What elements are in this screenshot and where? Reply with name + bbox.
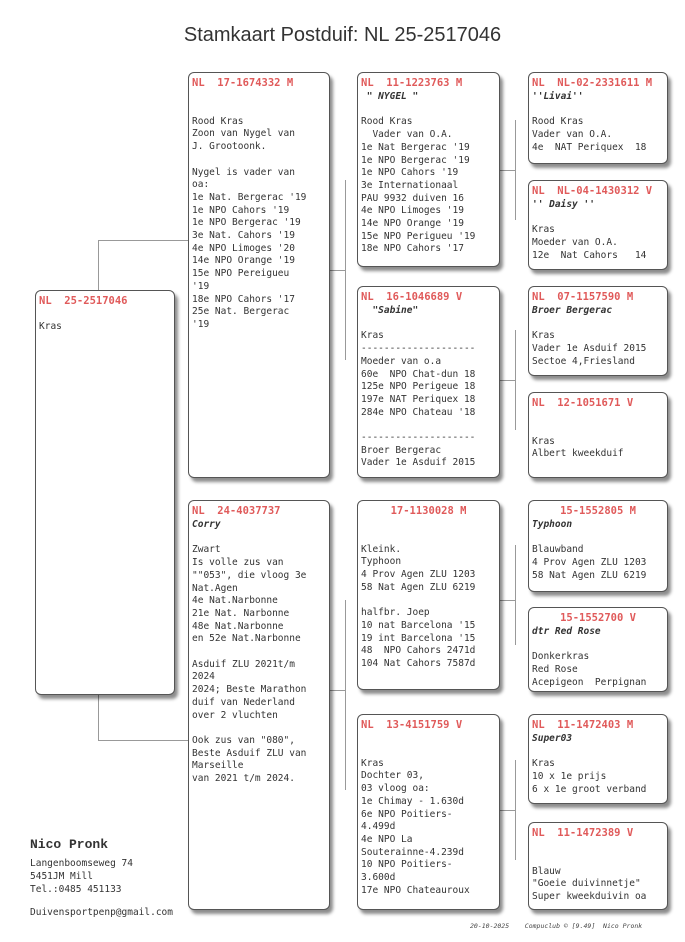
pigeon-name: Corry xyxy=(192,518,221,530)
pigeon-details: Kras Moeder van O.A. 12e Nat Cahors 14 xyxy=(532,224,647,261)
connector-line xyxy=(98,240,99,290)
pigeon-card-father-father[interactable] xyxy=(357,72,500,267)
pigeon-name: ''Livai'' xyxy=(532,90,584,102)
pigeon-details: Kras Dochter 03, 03 vloog oa: 1e Chimay - 1.630d 6e NPO Poitiers- 4.499d 4e NPO La Souterainne-4.239d 10 NPO Poitiers- 3.600d 17e NPO Chateauroux xyxy=(361,757,470,896)
ring-number: NL 07-1157590 M xyxy=(532,291,634,303)
ring-number: NL 11-1472389 V xyxy=(532,827,634,839)
ring-number: NL 13-4151759 V xyxy=(361,719,463,731)
connector-line xyxy=(515,330,516,430)
pigeon-card-mother-mother[interactable] xyxy=(357,714,500,910)
connector-line xyxy=(515,545,516,645)
ring-number: NL 12-1051671 V xyxy=(532,397,634,409)
connector-line xyxy=(345,600,346,790)
owner-info xyxy=(30,838,133,896)
ring-number: NL 11-1472403 M xyxy=(532,719,634,731)
page-title: Stamkaart Postduif: NL 25-2517046 xyxy=(183,24,502,46)
pigeon-name: '' Daisy '' xyxy=(532,198,595,210)
ring-number: NL 25-2517046 xyxy=(39,295,128,307)
pigeon-name: Typhoon xyxy=(532,518,573,530)
pigeon-card-main[interactable] xyxy=(35,290,175,695)
ring-number: NL 11-1223763 M xyxy=(361,77,463,89)
owner-email[interactable]: Duivensportpenp@gmail.com xyxy=(30,907,173,918)
connector-line xyxy=(515,120,516,220)
pigeon-details: Kras xyxy=(39,320,62,332)
pigeon-details: Rood Kras Vader van O.A. 4e NAT Periquex 18 xyxy=(532,116,647,153)
pigeon-name: "Sabine" xyxy=(361,304,419,316)
pigeon-card-mmf[interactable] xyxy=(528,714,668,804)
connector-line xyxy=(500,600,515,601)
pigeon-name: Broer Bergerac xyxy=(532,304,613,316)
ring-number: NL NL-04-1430312 V xyxy=(532,185,653,197)
connector-line xyxy=(515,760,516,860)
pigeon-details: Blauwband 4 Prov Agen ZLU 1203 58 Nat Agen ZLU 6219 xyxy=(532,544,647,581)
connector-line xyxy=(500,380,515,381)
pigeon-details: Rood Kras Zoon van Nygel van J. Grootoonk. Nygel is vader van oa: 1e Nat. Bergerac '19 1e NPO Cahors '19 1e NPO Bergerac '19 3e Nat. Cahors '19 4e NPO Limoges '20 14e NPO Orange '19 15e NPO Pereigueu '19 18e NPO Cahors '17 25e Nat. Bergerac '19 xyxy=(192,115,307,330)
pigeon-details: Donkerkras Red Rose Acepigeon Perpignan xyxy=(532,651,647,688)
pigeon-details: Kras 10 x 1e prijs 6 x 1e groot verband xyxy=(532,758,647,795)
connector-line xyxy=(330,690,345,691)
pigeon-card-fmf[interactable] xyxy=(528,286,668,376)
pigeon-details: Kleink. Typhoon 4 Prov Agen ZLU 1203 58 Nat Agen ZLU 6219 halfbr. Joep 10 nat Barcelona '15 19 int Barcelona '15 48 NPO Cahors 2471d 104 Nat Cahors 7587d xyxy=(361,543,476,670)
pigeon-card-father[interactable] xyxy=(188,72,330,478)
ring-number: 15-1552700 V xyxy=(560,612,636,624)
owner-phone: Tel.:0485 451133 xyxy=(30,884,122,895)
pigeon-details: Zwart Is volle zus van ""053", die vloog 3e Nat.Agen 4e Nat.Narbonne 21e Nat. Narbonne 48e Nat.Narbonne en 52e Nat.Narbonne Asduif ZLU 2021t/m 2024 2024; Beste Marathon duif van Nederland over 2 vluchten Ook zus van "080", Beste Asduif ZLU van Marseille van 2021 t/m 2024. xyxy=(192,544,307,785)
owner-city: 5451JM Mill xyxy=(30,871,93,882)
connector-line xyxy=(500,810,515,811)
ring-number: 17-1130028 M xyxy=(390,505,467,517)
pigeon-card-mmm[interactable] xyxy=(528,822,668,910)
pigeon-card-ffm[interactable] xyxy=(528,180,668,270)
pigeon-card-mother[interactable] xyxy=(188,500,330,910)
pigeon-card-mother-father[interactable] xyxy=(357,500,500,690)
connector-line xyxy=(330,270,345,271)
pigeon-details: Rood Kras Vader van O.A. 1e Nat Bergerac '19 1e NPO Bergerac '19 1e NPO Cahors '19 3e Internationaal PAU 9932 duiven 16 4e NPO Limoges '19 14e NPO Orange '19 15e NPO Perigueu '19 18e NPO Cahors '17 xyxy=(361,116,476,255)
connector-line xyxy=(98,240,190,241)
pigeon-details: Kras Albert kweekduif xyxy=(532,435,624,460)
ring-number: NL 24-4037737 xyxy=(192,505,281,517)
footer-credit: 20-10-2025 Compuclub © [9.49] Nico Pronk xyxy=(470,922,643,930)
pigeon-card-mfm[interactable] xyxy=(528,607,668,692)
ring-number: NL 17-1674332 M xyxy=(192,77,294,89)
pigeon-details: Kras -------------------- Moeder van o.a 60e NPO Chat-dun 18 125e NPO Perigeue 18 197e NAT Periquex 18 284e NPO Chateau '18 -------------------- Broer Bergerac Vader 1e Asduif 2015 xyxy=(361,330,476,469)
pigeon-name: " NYGEL " xyxy=(361,90,419,102)
owner-street: Langenboomseweg 74 xyxy=(30,858,133,869)
connector-line xyxy=(98,695,99,740)
pigeon-card-mff[interactable] xyxy=(528,500,668,592)
connector-line xyxy=(98,740,190,741)
pigeon-details: Blauw "Goeie duivinnetje" Super kweekduivin oa xyxy=(532,865,647,903)
connector-line xyxy=(500,170,515,171)
pigeon-card-father-mother[interactable] xyxy=(357,286,500,478)
pigeon-name: dtr Red Rose xyxy=(532,625,601,637)
connector-line xyxy=(345,180,346,360)
ring-number: NL 16-1046689 V xyxy=(361,291,463,303)
ring-number: 15-1552805 M xyxy=(560,505,636,517)
owner-name: Nico Pronk xyxy=(30,837,109,852)
pigeon-card-fff[interactable] xyxy=(528,72,668,164)
ring-number: NL NL-02-2331611 M xyxy=(532,77,653,89)
pigeon-card-fmm[interactable] xyxy=(528,392,668,478)
pigeon-name: Super03 xyxy=(532,732,573,744)
pigeon-details: Kras Vader 1e Asduif 2015 Sectoe 4,Friesland xyxy=(532,330,647,367)
